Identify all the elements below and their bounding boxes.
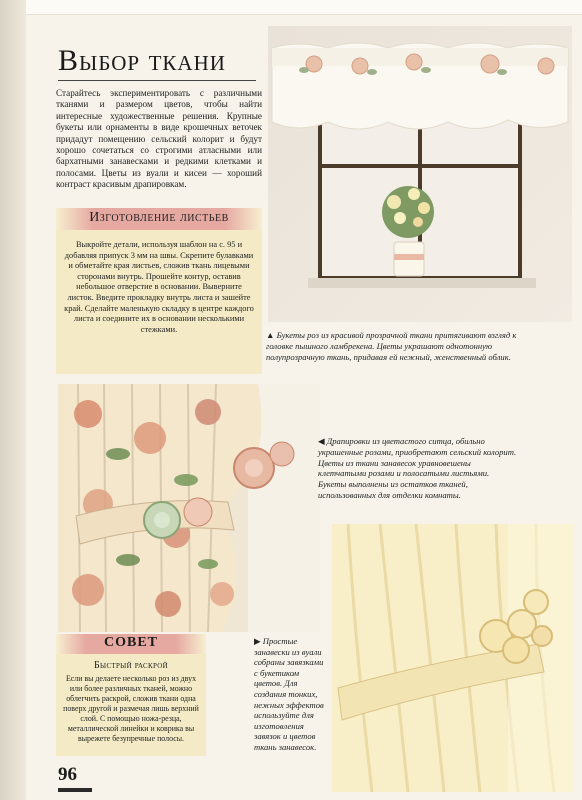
- voile-photo-caption: ▶ Простые занавески из вуали собраны завязками с букетиком цветов. Для создания тонких, нежных эффектов используйте для изготовления завязок и цветов ткань занавесок.: [254, 636, 324, 752]
- window-photo-caption: ▲ Букеты роз из красивой прозрачной ткани притягивают взгляд к головке пышного ламбрекена. Цветы украшают однотонную полупрозрачную ткань, придавая ей нежный, женственный облик.: [266, 330, 517, 362]
- leaves-instructions-text: Выкройте детали, используя шаблон на с. 95 и добавляя припуск 3 мм на швы. Скрепите булавками и обметайте края листьев, сложив ткань лицевыми сторонами внутрь. Прошейте контур, оставив небольшое отверстие в основании. Выверните листок. Введите прокладку внутрь листа и зашейте край. Сделайте маленькую складку в центре каждого листа и соедините их в основании несколькими стежками.: [64, 240, 254, 334]
- page-binding-edge: [0, 0, 26, 800]
- voile-tieback-photo: [332, 524, 574, 792]
- page-number: 96: [58, 764, 77, 785]
- tip-heading: СОВЕТ: [103, 635, 158, 650]
- page-title: Выбор ткани: [58, 44, 226, 77]
- voile-tieback-illustration: [332, 524, 574, 792]
- tip-text: Если вы делаете несколько роз из двух или более различных тканей, можно облегчить раскрой, сложив ткани одна поверх другой и размечая лишь верхний слой. С помощью ножа-резца, металлической линейки и коврика вы вырежете безупречные полосы.: [63, 674, 199, 743]
- window-valance-illustration: [268, 26, 572, 322]
- floral-photo-caption: ◀ Драпировки из цветастого ситца, обильно украшенные розами, приобретают сельский колорит. Цветы из ткани занавесок уравновешены клетчатыми розами и полосатыми листьями. Букеты выполнены из остатков тканей, использованных для отделки комнаты.: [318, 436, 517, 500]
- title-underline: [58, 80, 256, 81]
- intro-paragraph: Старайтесь экспериментировать с различными тканями и размером цветов, чтобы найти интересные художественные решения. Крупные букеты или орнаменты в виде крошечных веточек придадут помещению сельский колорит и будут хорошо сочетаться со строгими атласными или бархатными занавесками и редкими клетками и полосами. Цветы из вуали и кисеи — хороший контраст красивым драпировкам.: [56, 88, 262, 190]
- leaves-heading: Изготовление листьев: [89, 210, 229, 225]
- tip-subheading: Быстрый раскрой: [94, 660, 168, 671]
- window-valance-photo: [268, 26, 572, 322]
- page-top-edge: [0, 0, 582, 15]
- floral-drapery-photo: [58, 384, 320, 632]
- page-number-bar: [58, 788, 92, 792]
- floral-drapery-illustration: [58, 384, 320, 632]
